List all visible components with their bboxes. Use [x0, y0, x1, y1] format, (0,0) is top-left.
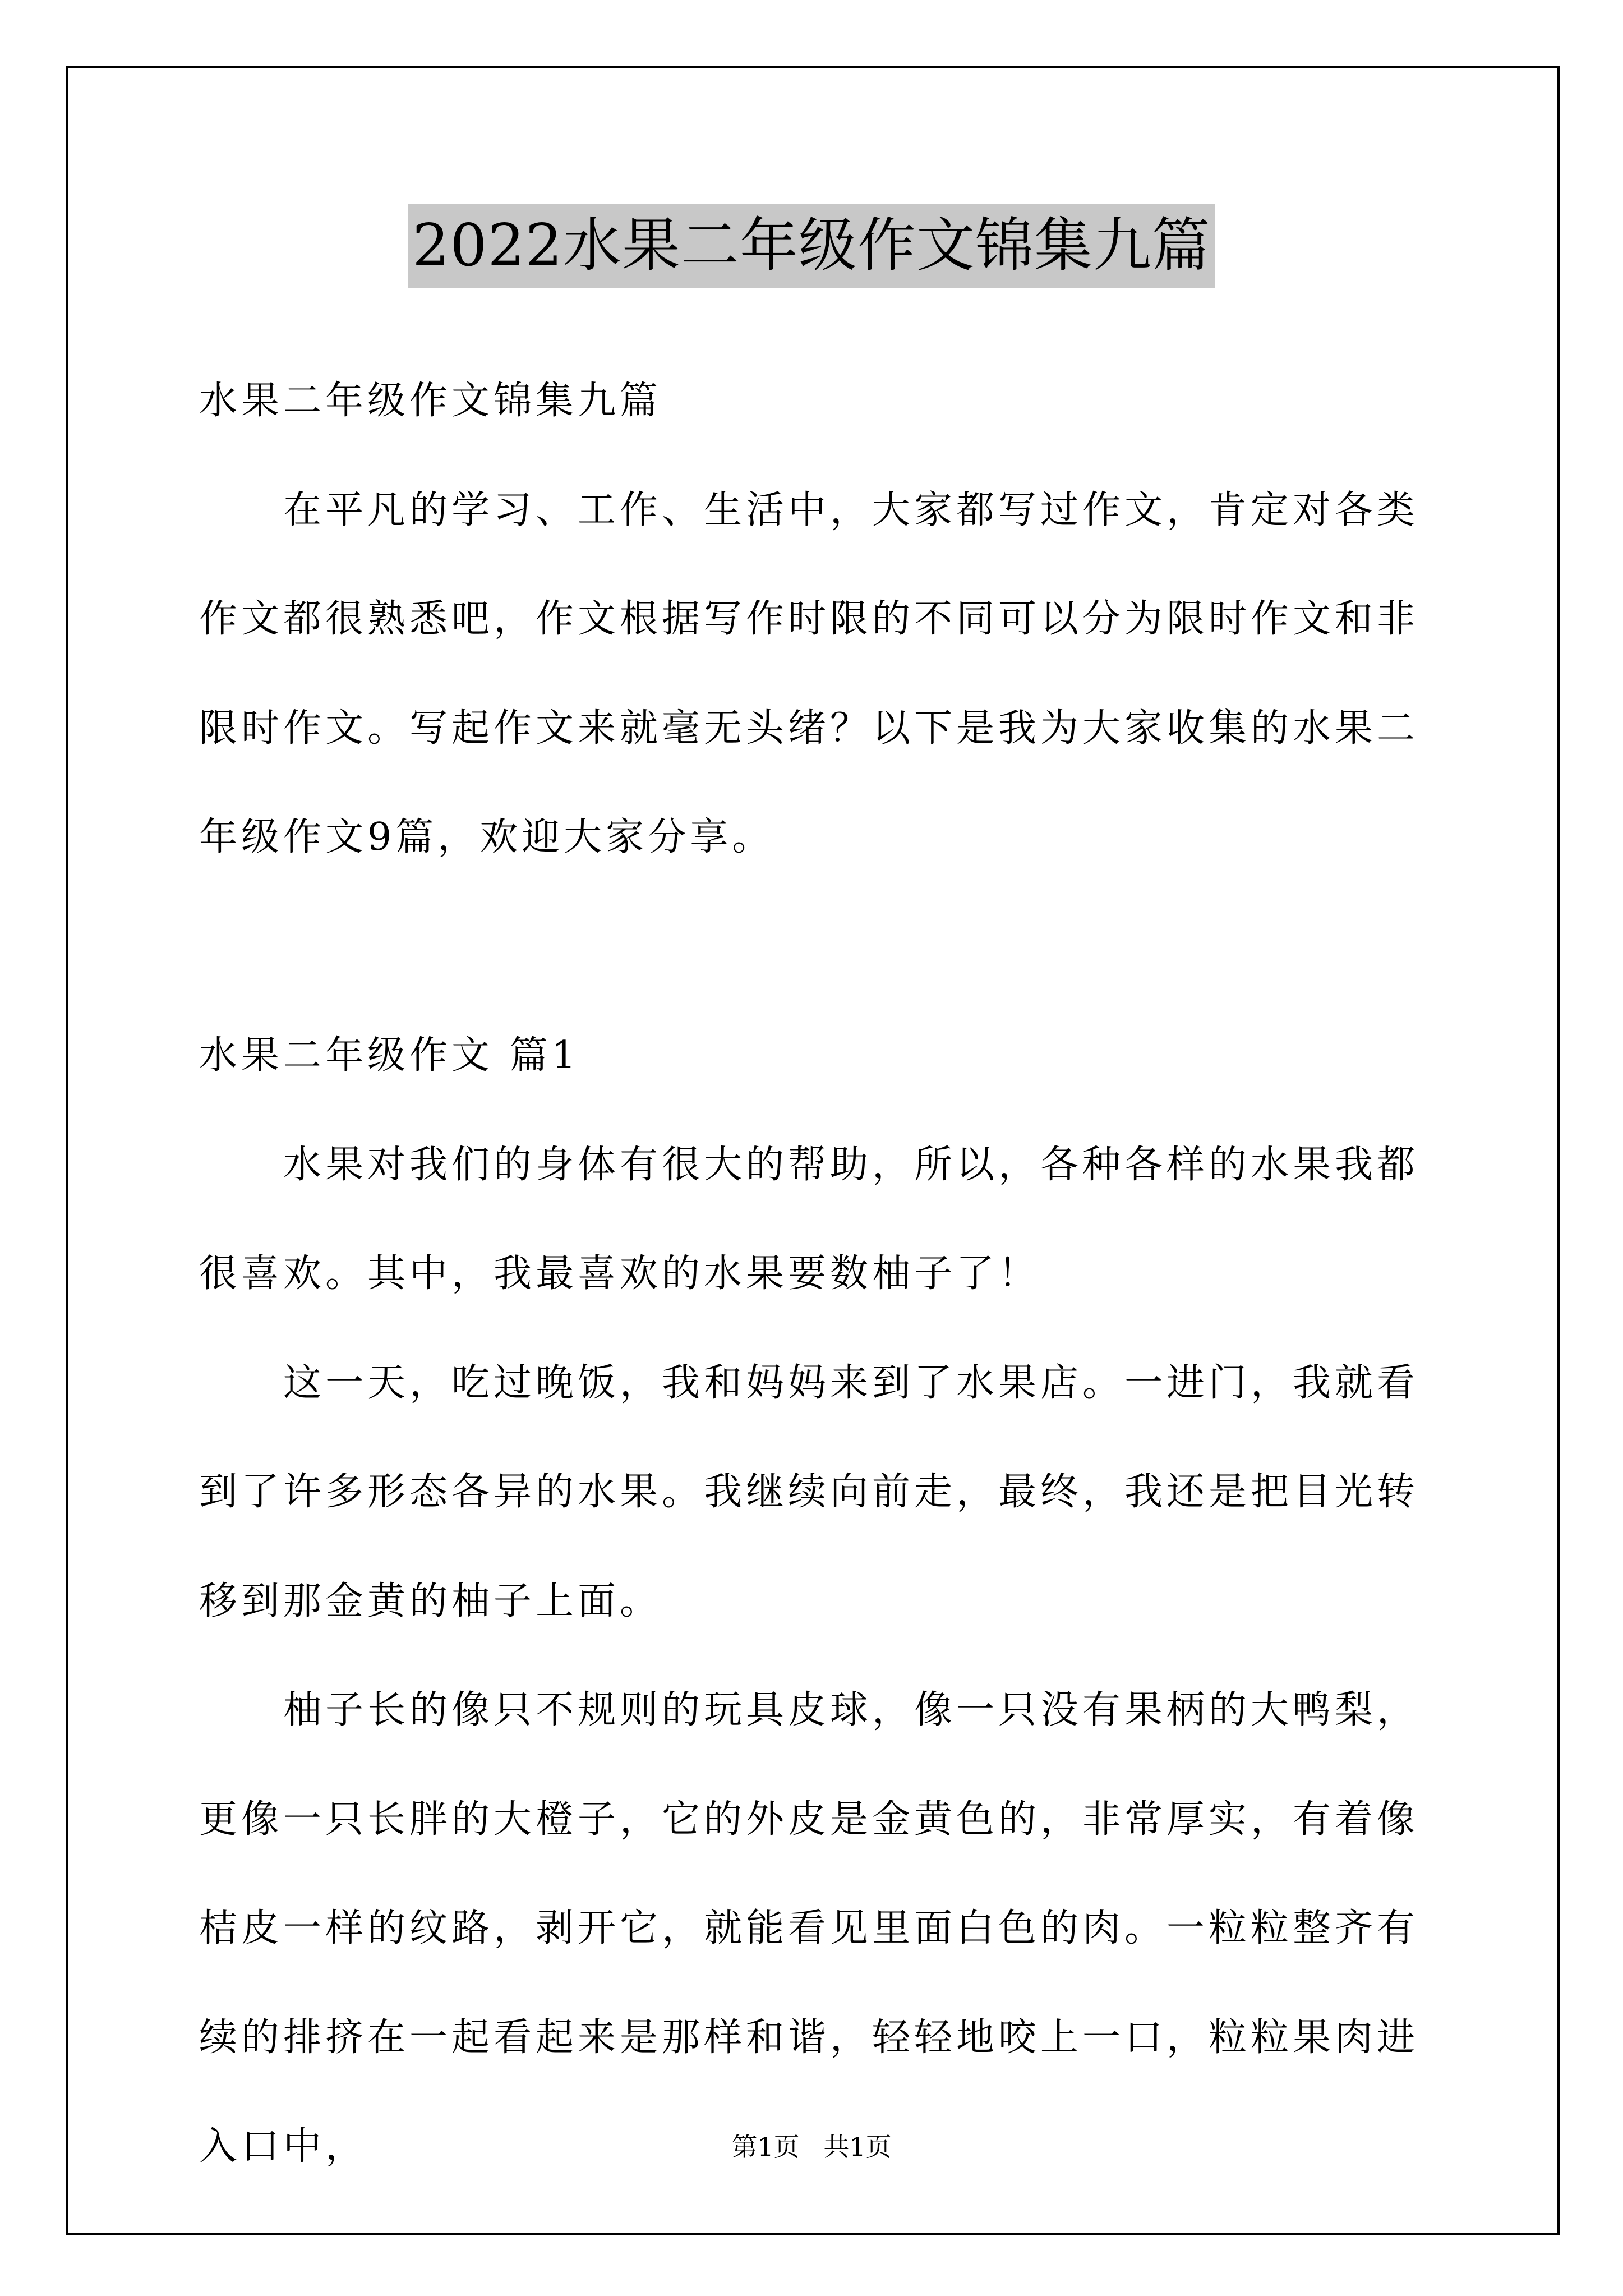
blank-line: [199, 892, 1433, 1002]
body-paragraph: 水果对我们的身体有很大的帮助，所以，各种各样的水果我都很喜欢。其中，我最喜欢的水果要数柚子了！: [199, 1142, 1419, 1296]
document-subtitle: 水果二年级作文锦集九篇: [199, 379, 662, 423]
document-body: [199, 347, 1433, 2202]
title-container: [0, 204, 1623, 288]
document-title: 2022水果二年级作文锦集九篇: [408, 204, 1215, 288]
body-paragraph: 柚子长的像只不规则的玩具皮球，像一只没有果柄的大鸭梨，更像一只长胖的大橙子，它的外皮是金黄色的，非常厚实，有着像桔皮一样的纹路，剥开它，就能看见里面白色的肉。一粒粒整齐有续的排挤在一起看起来是那样和谐，轻轻地咬上一口，粒粒果肉进入口中，: [199, 1688, 1419, 2169]
body-paragraph: 这一天，吃过晚饭，我和妈妈来到了水果店。一进门，我就看到了许多形态各异的水果。我继续向前走，最终，我还是把目光转移到那金黄的柚子上面。: [199, 1360, 1419, 1623]
page-footer: [0, 2130, 1623, 2164]
page-number-current: 第1页: [731, 2132, 800, 2162]
intro-paragraph: 在平凡的学习、工作、生活中，大家都写过作文，肯定对各类作文都很熟悉吧，作文根据写作时限的不同可以分为限时作文和非限时作文。写起作文来就毫无头绪？以下是我为大家收集的水果二年级作文9篇，欢迎大家分享。: [199, 487, 1419, 859]
section-heading: 水果二年级作文 篇1: [199, 1033, 580, 1078]
page-number-total: 共1页: [823, 2132, 892, 2162]
